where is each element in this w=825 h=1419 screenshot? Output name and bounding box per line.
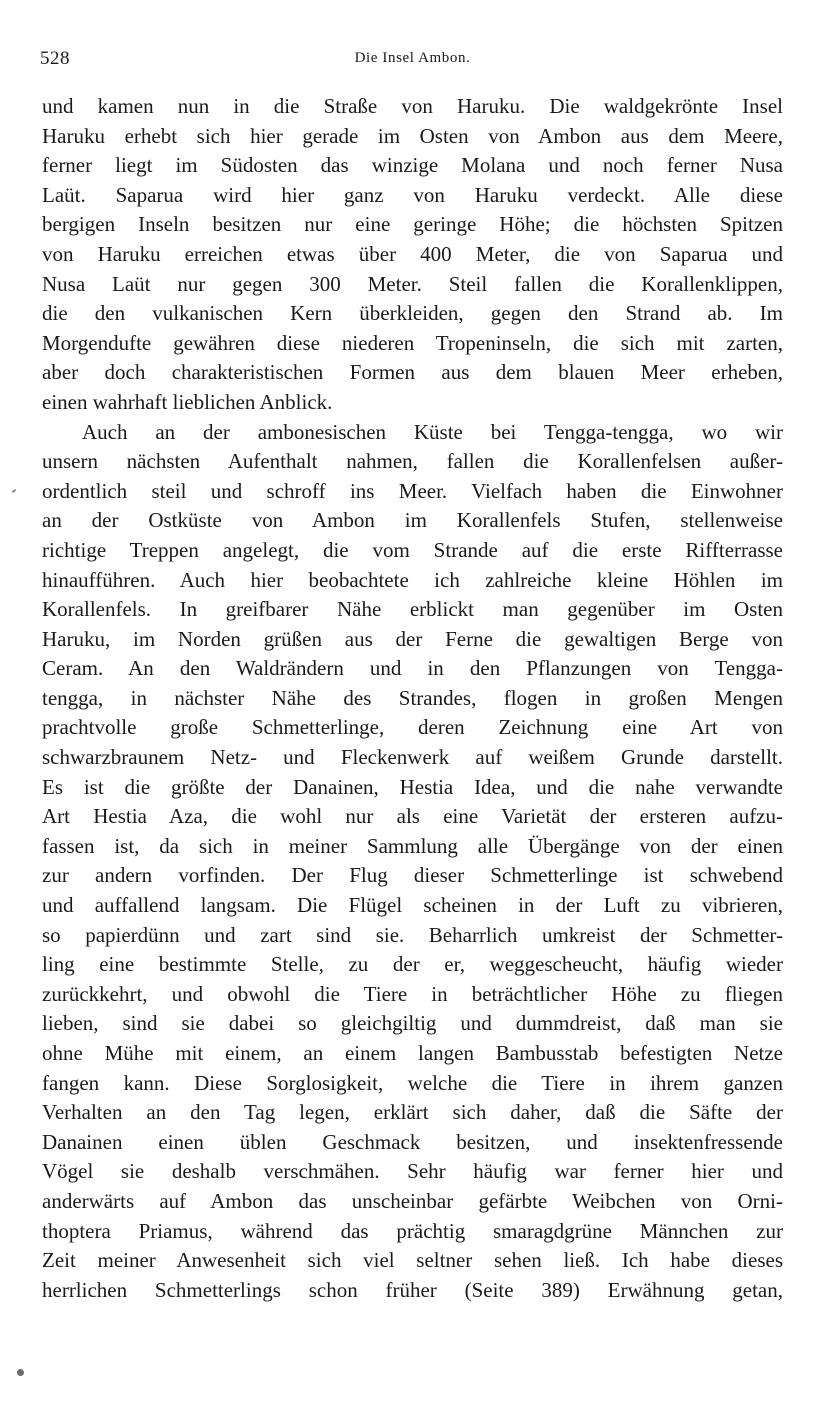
text-line: lieben, sind sie dabei so gleichgiltig und dummdreist, daß man sie (42, 1011, 783, 1036)
text-line: Danainen einen üblen Geschmack besitzen, und insektenfressende (42, 1129, 783, 1154)
text-line: unsern nächsten Aufenthalt nahmen, fallen die Korallenfelsen außer- (42, 449, 783, 474)
text-line: anderwärts auf Ambon das unscheinbar gefärbte Weibchen von Orni- (42, 1188, 783, 1213)
text-line: Art Hestia Aza, die wohl nur als eine Varietät der ersteren aufzu- (42, 804, 783, 829)
text-line: ordentlich steil und schroff ins Meer. Vielfach haben die Einwohner (42, 478, 783, 503)
text-line: Vögel sie deshalb verschmähen. Sehr häufig war ferner hier und (42, 1159, 783, 1184)
text-line: einen wahrhaft lieblichen Anblick. (42, 389, 333, 414)
text-line: ling eine bestimmte Stelle, zu der er, weggescheucht, häufig wieder (42, 952, 783, 977)
running-title: Die Insel Ambon. (354, 50, 471, 66)
text-line: hinaufführen. Auch hier beobachtete ich zahlreiche kleine Höhlen im (42, 567, 783, 592)
text-line: Verhalten an den Tag legen, erklärt sich daher, daß die Säfte der (42, 1100, 783, 1125)
text-line: ohne Mühe mit einem, an einem langen Bambusstab befestigten Netze (42, 1041, 783, 1065)
text-line: prachtvolle große Schmetterlinge, deren Zeichnung eine Art von (42, 715, 783, 740)
text-line: tengga, in nächster Nähe des Strandes, flogen in großen Mengen (42, 685, 783, 710)
text-line: herrlichen Schmetterlings schon früher (Seite 389) Erwähnung getan, (42, 1277, 783, 1302)
scan-speck (17, 1369, 24, 1376)
page-header (40, 48, 785, 74)
paragraph-start-line: Auch an der ambonesischen Küste bei Tengga-tengga, wo wir (82, 419, 783, 444)
text-line: thoptera Priamus, während das prächtig smaragdgrüne Männchen zur (42, 1218, 783, 1243)
text-line: und auffallend langsam. Die Flügel scheinen in der Luft zu vibrieren, (42, 893, 783, 918)
text-line: von Haruku erreichen etwas über 400 Meter, die von Saparua und (42, 241, 783, 266)
text-line: zurückkehrt, und obwohl die Tiere in beträchtlicher Höhe zu fliegen (42, 981, 783, 1006)
text-line: bergigen Inseln besitzen nur eine geringe Höhe; die höchsten Spitzen (42, 212, 783, 237)
text-line: die den vulkanischen Kern überkleiden, gegen den Strand ab. Im (42, 301, 783, 326)
text-line: Morgendufte gewähren diese niederen Tropeninseln, die sich mit zarten, (42, 330, 783, 355)
text-line: Korallenfels. In greifbarer Nähe erblickt man gegenüber im Osten (42, 597, 783, 622)
text-line: an der Ostküste von Ambon im Korallenfels Stufen, stellenweise (42, 508, 783, 533)
text-line: richtige Treppen angelegt, die vom Strande auf die erste Riffterrasse (42, 537, 783, 562)
text-line: aber doch charakteristischen Formen aus dem blauen Meer erheben, (42, 360, 783, 385)
text-line: Ceram. An den Waldrändern und in den Pflanzungen von Tengga- (42, 656, 783, 681)
text-line: so papierdünn und zart sind sie. Beharrlich umkreist der Schmetter- (42, 922, 783, 947)
text-line: ferner liegt im Südosten das winzige Molana und noch ferner Nusa (42, 153, 783, 178)
text-line: Nusa Laüt nur gegen 300 Meter. Steil fallen die Korallenklippen, (42, 271, 783, 296)
page-number: 528 (40, 48, 70, 69)
body-text (42, 92, 783, 1305)
text-line: Es ist die größte der Danainen, Hestia Idea, und die nahe verwandte (42, 774, 783, 799)
text-line: Laüt. Saparua wird hier ganz von Haruku verdeckt. Alle diese (42, 182, 783, 207)
text-line: Haruku erhebt sich hier gerade im Osten von Ambon aus dem Meere, (42, 123, 783, 148)
text-line: Zeit meiner Anwesenheit sich viel seltner sehen ließ. Ich habe dieses (42, 1248, 783, 1273)
text-line: fassen ist, da sich in meiner Sammlung alle Übergänge von der einen (42, 833, 783, 858)
text-line: Haruku, im Norden grüßen aus der Ferne die gewaltigen Berge von (42, 626, 783, 651)
text-line: schwarzbraunem Netz- und Fleckenwerk auf weißem Grunde darstellt. (42, 745, 783, 770)
text-line: zur andern vorfinden. Der Flug dieser Schmetterlinge ist schwebend (42, 863, 783, 888)
text-line: und kamen nun in die Straße von Haruku. Die waldgekrönte Insel (42, 94, 783, 118)
text-line: fangen kann. Diese Sorglosigkeit, welche die Tiere in ihrem ganzen (42, 1070, 783, 1095)
margin-mark (12, 489, 16, 493)
